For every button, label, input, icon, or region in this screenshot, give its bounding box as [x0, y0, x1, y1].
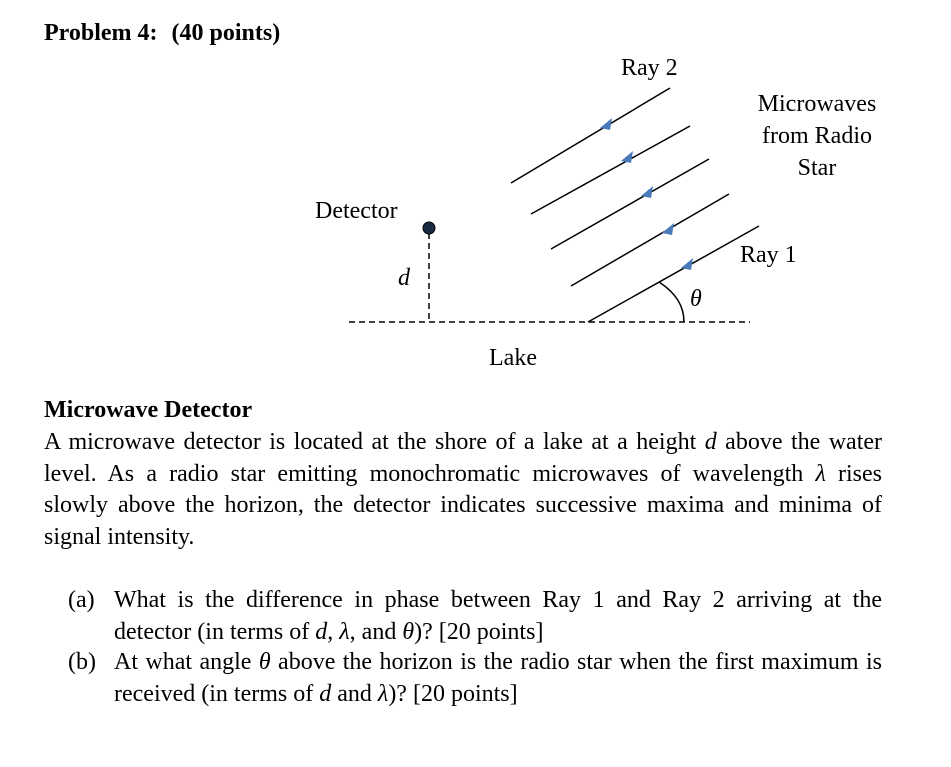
- question-label: (b): [68, 649, 96, 675]
- text-segment: and: [331, 680, 378, 707]
- text-segment: )? [20 points]: [414, 618, 544, 645]
- arrow-icon: [641, 186, 653, 198]
- variable-theta: θ: [402, 618, 415, 645]
- variable-lambda: λ: [815, 460, 826, 487]
- variable-lambda: λ: [339, 618, 350, 645]
- question-a: [68, 585, 882, 648]
- variable-lambda: λ: [377, 680, 389, 707]
- wave-ray: [571, 194, 729, 286]
- wave-ray-1: [588, 226, 759, 322]
- text-segment: , and: [349, 618, 403, 645]
- angle-label: θ: [690, 286, 702, 312]
- source-line: from Radio: [762, 123, 872, 149]
- text-segment: At what angle: [114, 649, 259, 675]
- source-line: Star: [797, 155, 837, 181]
- arrow-icon: [621, 151, 633, 163]
- text-segment: rises slowly above the horizon, the detector indicates successive maxima and minima of signal intensity.: [44, 460, 882, 550]
- variable-d: d: [704, 429, 717, 455]
- variable-d: d: [315, 618, 328, 645]
- wave-ray: [531, 126, 690, 214]
- question-b: [68, 647, 882, 710]
- text-segment: above the water level. As a radio star emitting monochromatic microwaves of wavelength: [44, 429, 883, 487]
- microwave-source-label: [740, 88, 894, 184]
- wave-ray-2: [511, 88, 670, 183]
- arrow-icon: [681, 258, 693, 270]
- text-segment: above the horizon is the radio star when the first maximum is received (in terms of: [114, 649, 883, 707]
- arrow-icon: [662, 223, 674, 235]
- variable-d: d: [319, 680, 332, 707]
- angle-arc: [659, 282, 684, 322]
- detector-label: Detector: [315, 198, 398, 224]
- text-segment: )? [20 points]: [388, 680, 518, 707]
- question-text: [114, 585, 882, 648]
- problem-points: (40 points): [171, 20, 281, 46]
- question-text: [114, 647, 882, 710]
- text-segment: A microwave detector is located at the shore of a lake at a height: [44, 429, 705, 455]
- height-label: d: [398, 265, 410, 291]
- lake-label: Lake: [489, 345, 537, 371]
- detector-icon: [423, 222, 435, 234]
- text-segment: What is the difference in phase between Ray 1 and Ray 2 arriving at the detector (in terms of: [114, 587, 882, 645]
- ray-2-label: Ray 2: [621, 55, 678, 81]
- ray-1-label: Ray 1: [740, 242, 797, 268]
- section-heading: Microwave Detector: [44, 397, 253, 423]
- wave-ray: [551, 159, 709, 249]
- variable-theta: θ: [258, 649, 271, 675]
- text-segment: ,: [327, 618, 340, 645]
- question-label: (a): [68, 587, 95, 613]
- problem-number: Problem 4:: [44, 20, 158, 46]
- source-line: Microwaves: [757, 91, 877, 117]
- problem-description: [44, 427, 882, 553]
- arrow-icon: [600, 118, 612, 130]
